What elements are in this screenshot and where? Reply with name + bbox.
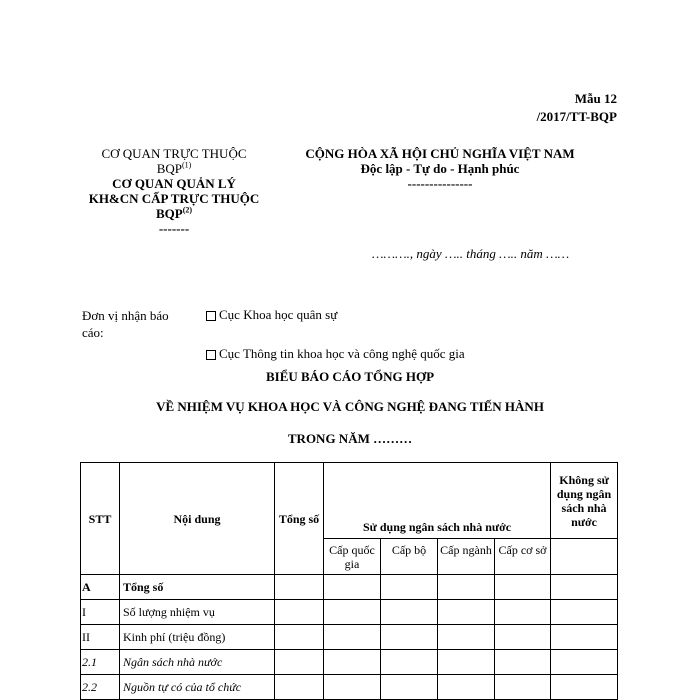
recipient-option-label: Cục Thông tin khoa học và công nghệ quốc gia <box>219 346 465 361</box>
cell[interactable] <box>551 600 618 625</box>
cell[interactable] <box>381 675 438 700</box>
agency-management-text: CƠ QUAN QUẢN LÝ KH&CN CẤP TRỰC THUỘC BQP <box>88 176 260 221</box>
header-stt: STT <box>81 463 120 575</box>
row-code: A <box>81 575 120 600</box>
agency-direct-note: (1) <box>181 160 192 170</box>
agency-management <box>88 176 260 221</box>
row-code: 2.2 <box>81 675 120 700</box>
form-number: Mẫu 12 <box>574 91 617 106</box>
table-header-row <box>81 463 618 539</box>
cell[interactable] <box>381 600 438 625</box>
checkbox-icon[interactable] <box>206 350 216 360</box>
row-code: I <box>81 600 120 625</box>
country-name: CỘNG HÒA XÃ HỘI CHỦ NGHĨA VIỆT NAM <box>305 146 575 161</box>
cell[interactable] <box>381 625 438 650</box>
cell[interactable] <box>275 650 324 675</box>
header-state-budget: Sử dụng ngân sách nhà nước <box>324 463 551 539</box>
row-label: Kinh phí (triệu đồng) <box>120 625 275 650</box>
cell[interactable] <box>495 575 551 600</box>
cell[interactable] <box>438 675 495 700</box>
cell[interactable] <box>275 575 324 600</box>
cell[interactable] <box>495 600 551 625</box>
cell[interactable] <box>324 650 381 675</box>
subheader-ministry: Cấp bộ <box>381 539 438 575</box>
report-title-line-3: TRONG NĂM ……… <box>287 431 413 446</box>
issuing-agency-block <box>88 146 260 236</box>
subheader-sector: Cấp ngành <box>438 539 495 575</box>
cell[interactable] <box>324 675 381 700</box>
table-row <box>81 650 618 675</box>
row-label: Nguồn tự có của tổ chức <box>120 675 275 700</box>
cell[interactable] <box>275 625 324 650</box>
national-header-block <box>280 146 600 191</box>
table-row <box>81 625 618 650</box>
checkbox-icon[interactable] <box>206 311 216 321</box>
table-row <box>81 575 618 600</box>
cell[interactable] <box>275 600 324 625</box>
row-label: Ngân sách nhà nước <box>120 650 275 675</box>
left-divider: ------- <box>158 221 190 236</box>
row-label: Số lượng nhiệm vụ <box>120 600 275 625</box>
table-row <box>81 675 618 700</box>
cell[interactable] <box>551 625 618 650</box>
header-total: Tổng số <box>275 463 324 575</box>
recipient-option-military-science[interactable] <box>206 307 337 323</box>
recipient-option-label: Cục Khoa học quân sự <box>219 307 338 322</box>
header-content: Nội dung <box>120 463 275 575</box>
cell[interactable] <box>438 600 495 625</box>
cell[interactable] <box>438 575 495 600</box>
header-non-state-budget: Không sử dụng ngân sách nhà nước <box>551 463 618 539</box>
date-line: ………., ngày ….. tháng ….. năm …… <box>372 246 570 261</box>
cell[interactable] <box>381 575 438 600</box>
cell[interactable] <box>381 650 438 675</box>
row-code: II <box>81 625 120 650</box>
agency-direct <box>88 146 260 176</box>
cell[interactable] <box>438 650 495 675</box>
subheader-grassroots: Cấp cơ sở <box>495 539 551 575</box>
cell[interactable] <box>324 625 381 650</box>
cell[interactable] <box>495 625 551 650</box>
row-code: 2.1 <box>81 650 120 675</box>
report-table <box>80 462 618 700</box>
subheader-non-state-empty <box>551 539 618 575</box>
recipient-option-national-info[interactable] <box>206 346 465 362</box>
subheader-national: Cấp quốc gia <box>324 539 381 575</box>
circular-number: /2017/TT-BQP <box>536 109 617 124</box>
cell[interactable] <box>324 600 381 625</box>
report-title-line-2: VỀ NHIỆM VỤ KHOA HỌC VÀ CÔNG NGHỆ ĐANG TIẾN HÀNH <box>156 399 544 414</box>
table-row <box>81 600 618 625</box>
cell[interactable] <box>275 675 324 700</box>
agency-direct-text: CƠ QUAN TRỰC THUỘC BQP <box>101 146 247 176</box>
cell[interactable] <box>551 575 618 600</box>
cell[interactable] <box>551 675 618 700</box>
row-label: Tổng số <box>120 575 275 600</box>
cell[interactable] <box>324 575 381 600</box>
cell[interactable] <box>438 625 495 650</box>
recipient-label: Đơn vị nhận báo cáo: <box>82 308 169 340</box>
national-motto: Độc lập - Tự do - Hạnh phúc <box>360 161 520 176</box>
agency-management-note: (2) <box>182 205 193 215</box>
form-code <box>537 90 617 126</box>
cell[interactable] <box>495 650 551 675</box>
cell[interactable] <box>551 650 618 675</box>
cell[interactable] <box>495 675 551 700</box>
report-title-line-1: BIỂU BÁO CÁO TỔNG HỢP <box>265 369 435 384</box>
right-divider: --------------- <box>407 176 473 191</box>
